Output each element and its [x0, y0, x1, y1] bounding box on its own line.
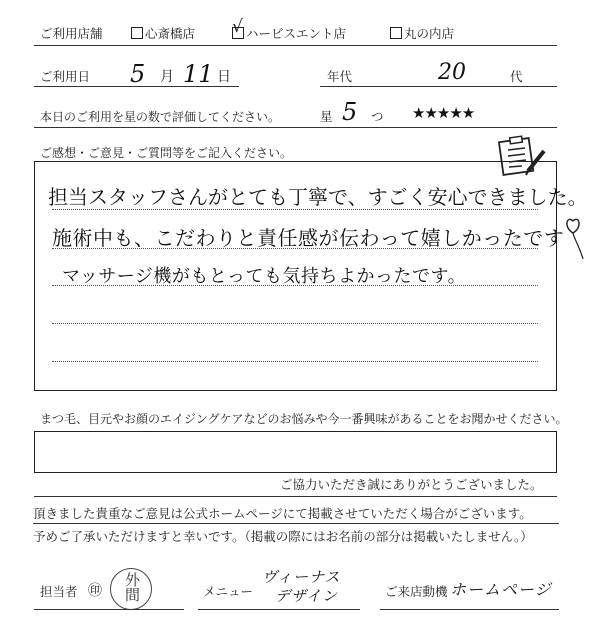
staff-underline — [34, 609, 184, 610]
concerns-prompt: まつ毛、目元やお顔のエイジングケアなどのお悩みや今一番興味があることをお聞かせください。 — [40, 412, 568, 426]
writing-line — [52, 361, 538, 362]
star-unit: つ — [371, 109, 384, 124]
checkbox-checked[interactable] — [232, 17, 244, 39]
date-underline — [34, 86, 239, 87]
menu-underline — [198, 609, 360, 610]
checkbox[interactable] — [390, 27, 402, 39]
store-option-shinsaibashi[interactable]: 心斎橋店 — [131, 27, 195, 41]
comments-prompt: ご感想・ご意見・ご質問等をご記入ください。 — [40, 146, 293, 160]
comment-line-1: 担当スタッフさんがとても丁寧で、すごく安心できました。 — [48, 185, 588, 209]
date-month-value: 5 — [130, 60, 146, 88]
store-label: ご利用店舗 — [40, 26, 103, 41]
star-rating: ★★★★★ — [412, 104, 475, 122]
motive-value: ホームページ — [450, 580, 552, 599]
writing-line — [52, 323, 538, 324]
divider — [34, 45, 557, 46]
divider — [34, 496, 557, 497]
notice-line-1: 頂きました貴重なご意見は公式ホームページにて掲載させていただく場合がございます。 — [33, 506, 532, 521]
check-mark-icon: √ — [232, 17, 243, 37]
menu-value-line-1: ヴィーナス — [262, 568, 341, 586]
notice-underline — [33, 523, 559, 524]
heart-doodle-icon — [565, 215, 595, 265]
notice-line-2: 予めご了承いただけますと幸いです。（掲載の際にはお名前の部分は掲載いたしません。） — [33, 529, 533, 544]
seal-mark: ㊞ — [88, 583, 102, 599]
staff-label: 担当者 — [40, 584, 78, 599]
menu-label: メニュー — [203, 584, 254, 599]
concerns-box[interactable] — [34, 431, 557, 473]
age-underline — [320, 86, 557, 87]
date-label: ご利用日 — [40, 69, 91, 84]
age-value: 20 — [438, 60, 466, 85]
menu-value-line-2: デザイン — [275, 587, 338, 605]
star-label: 星 — [320, 109, 333, 124]
rating-prompt: 本日のご利用を星の数で評価してください。 — [40, 110, 281, 124]
age-unit: 代 — [510, 69, 523, 84]
motive-underline — [380, 609, 559, 610]
staff-stamp — [110, 568, 152, 610]
date-day-value: 11 — [183, 60, 214, 88]
comment-line-3: マッサージ機がもとっても気持ちよかったです。 — [62, 266, 467, 287]
thanks-text: ご協力いただき誠にありがとうございました。 — [280, 477, 543, 492]
store-option-herbis-ent[interactable]: √ ハービスエント店 — [232, 17, 347, 41]
stamp-name: 外間 — [123, 572, 141, 602]
star-count-value: 5 — [342, 98, 358, 126]
month-unit: 月 — [160, 69, 174, 85]
divider — [34, 127, 557, 128]
day-unit: 日 — [217, 69, 231, 85]
store-option-marunouchi[interactable]: 丸の内店 — [390, 27, 454, 41]
checkbox[interactable] — [131, 27, 143, 39]
motive-label: ご来店動機 — [385, 584, 448, 599]
comment-line-2: 施術中も、こだわりと責任感が伝わって嬉しかったです — [52, 226, 565, 250]
age-label: 年代 — [327, 69, 353, 84]
